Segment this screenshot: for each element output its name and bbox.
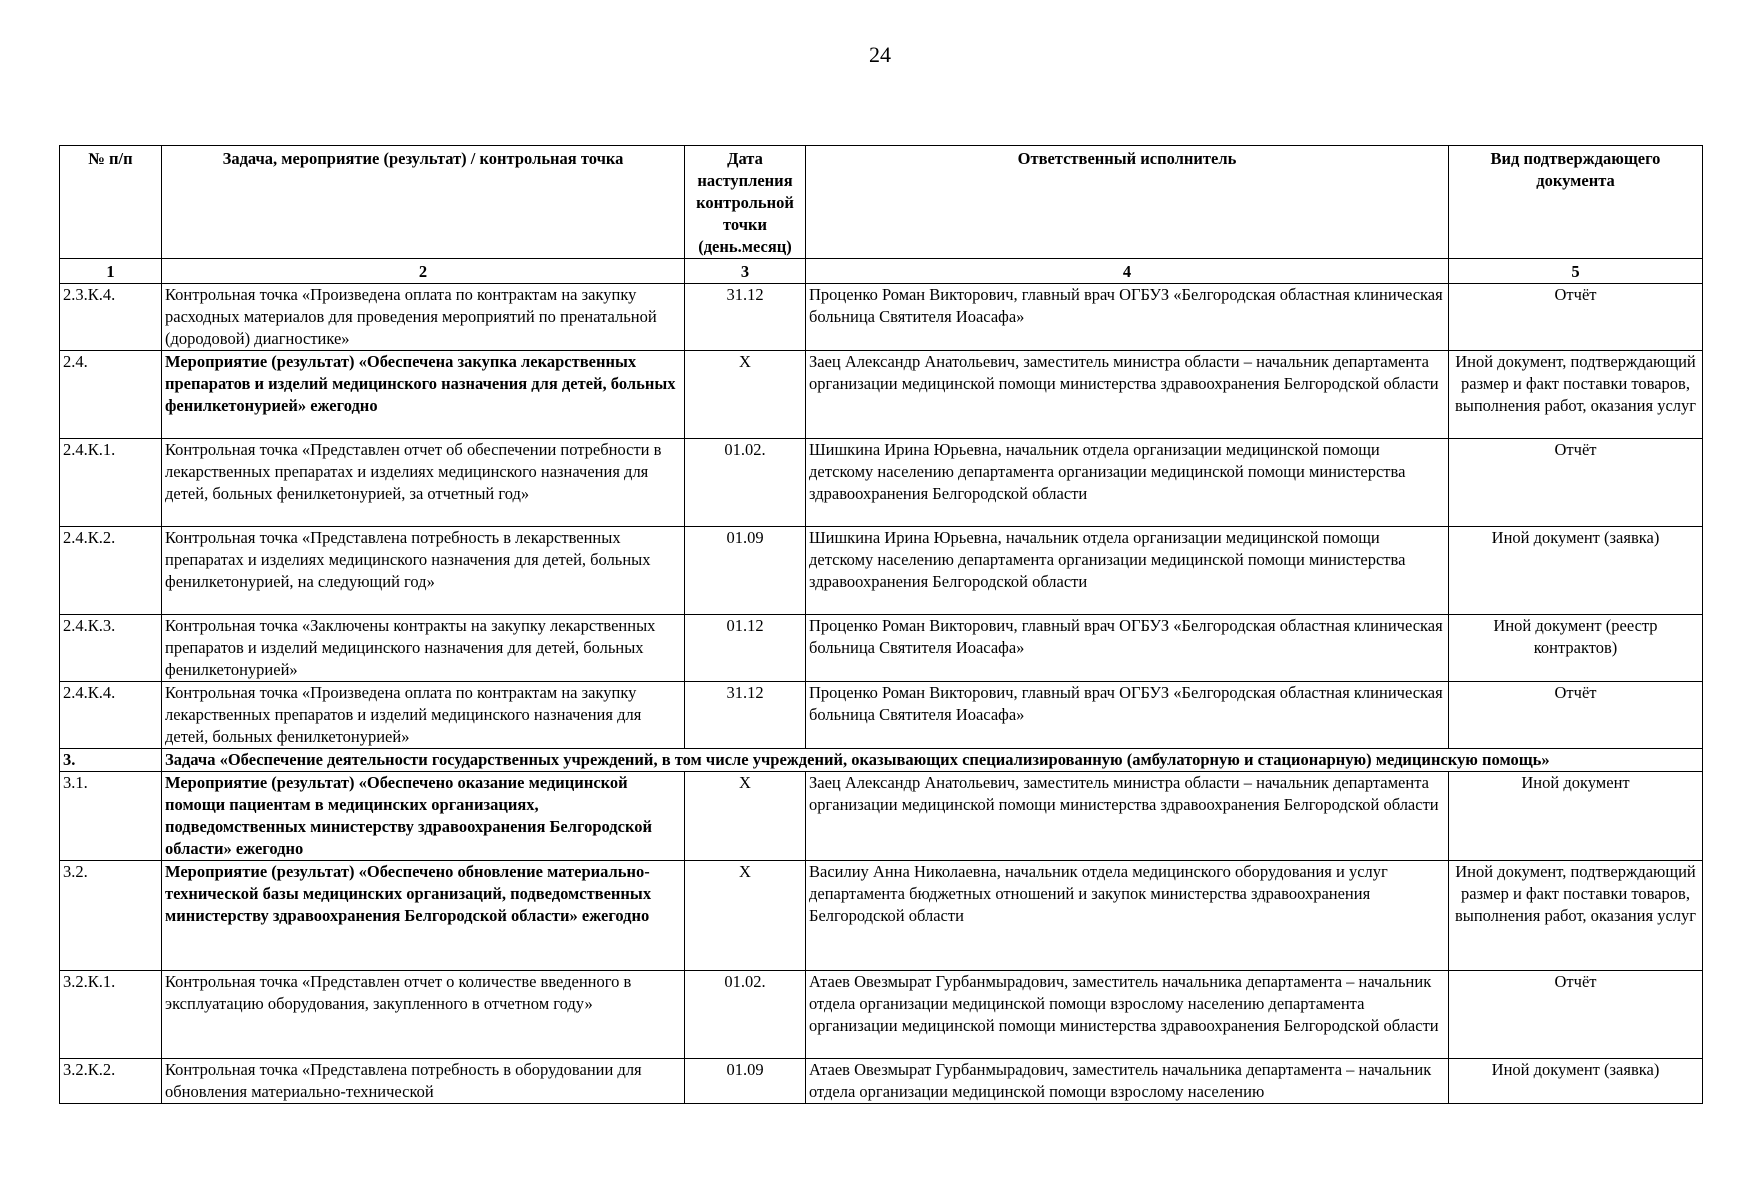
row-doc: Отчёт — [1449, 971, 1703, 1059]
header-executor: Ответственный исполнитель — [806, 146, 1449, 259]
row-executor: Шишкина Ирина Юрьевна, начальник отдела организации медицинской помощи детскому населению департамента организации медицинской помощи министерства здравоохранения Белгородской области — [806, 527, 1449, 615]
table-row — [60, 971, 1703, 1059]
column-number-row — [60, 259, 1703, 284]
row-date: 01.09 — [685, 527, 806, 615]
row-num: 2.4.К.2. — [60, 527, 162, 615]
row-date: 01.09 — [685, 1059, 806, 1104]
row-num: 3.2. — [60, 861, 162, 971]
row-num: 2.3.К.4. — [60, 284, 162, 351]
row-num: 3.1. — [60, 772, 162, 861]
row-date: 01.12 — [685, 615, 806, 682]
row-executor: Заец Александр Анатольевич, заместитель министра области – начальник департамента организации медицинской помощи министерства здравоохранения Белгородской области — [806, 772, 1449, 861]
row-num: 2.4.К.4. — [60, 682, 162, 749]
header-doc: Вид подтверждающего документа — [1449, 146, 1703, 259]
row-num: 2.4.К.1. — [60, 439, 162, 527]
row-executor: Атаев Овезмырат Гурбанмырадович, заместитель начальника департамента – начальник отдела организации медицинской помощи взрослому населению — [806, 1059, 1449, 1104]
row-doc: Иной документ (заявка) — [1449, 527, 1703, 615]
row-date: X — [685, 772, 806, 861]
table-row — [60, 527, 1703, 615]
table-row — [60, 682, 1703, 749]
row-task: Контрольная точка «Представлена потребность в лекарственных препаратах и изделиях медицинского назначения для детей, больных фенилкетонурией, на следующий год» — [162, 527, 685, 615]
task-row — [60, 749, 1703, 772]
row-task: Контрольная точка «Представлена потребность в оборудовании для обновления материально-технической — [162, 1059, 685, 1104]
row-date: X — [685, 861, 806, 971]
row-doc: Иной документ (реестр контрактов) — [1449, 615, 1703, 682]
row-num: 3.2.К.1. — [60, 971, 162, 1059]
row-executor: Проценко Роман Викторович, главный врач ОГБУЗ «Белгородская областная клиническая больница Святителя Иоасафа» — [806, 284, 1449, 351]
table-row — [60, 772, 1703, 861]
row-task: Контрольная точка «Представлен отчет об обеспечении потребности в лекарственных препаратах и изделиях медицинского назначения для детей, больных фенилкетонурией, за отчетный год» — [162, 439, 685, 527]
row-date: 01.02. — [685, 439, 806, 527]
column-number: 3 — [685, 259, 806, 284]
row-executor: Проценко Роман Викторович, главный врач ОГБУЗ «Белгородская областная клиническая больница Святителя Иоасафа» — [806, 682, 1449, 749]
page-number: 24 — [869, 42, 891, 67]
row-num: 2.4.К.3. — [60, 615, 162, 682]
row-executor: Атаев Овезмырат Гурбанмырадович, заместитель начальника департамента – начальник отдела организации медицинской помощи взрослому населению департамента организации медицинской помощи министерства здравоохранения Белгородской области — [806, 971, 1449, 1059]
row-doc: Отчёт — [1449, 284, 1703, 351]
plan-table — [59, 145, 1703, 1104]
header-task: Задача, мероприятие (результат) / контрольная точка — [162, 146, 685, 259]
task-text: Задача «Обеспечение деятельности государственных учреждений, в том числе учреждений, оказывающих специализированную (амбулаторную и стационарную) медицинскую помощь» — [162, 749, 1703, 772]
row-date: 31.12 — [685, 284, 806, 351]
row-executor: Василиу Анна Николаевна, начальник отдела медицинского оборудования и услуг департамента бюджетных отношений и закупок министерства здравоохранения Белгородской области — [806, 861, 1449, 971]
row-task: Контрольная точка «Представлен отчет о количестве введенного в эксплуатацию оборудования, закупленного в отчетном году» — [162, 971, 685, 1059]
row-task: Контрольная точка «Произведена оплата по контрактам на закупку лекарственных препаратов и изделий медицинского назначения для детей, больных фенилкетонурией» — [162, 682, 685, 749]
row-num: 2.4. — [60, 351, 162, 439]
row-doc: Отчёт — [1449, 439, 1703, 527]
row-executor: Заец Александр Анатольевич, заместитель министра области – начальник департамента организации медицинской помощи министерства здравоохранения Белгородской области — [806, 351, 1449, 439]
column-number: 1 — [60, 259, 162, 284]
row-doc: Иной документ, подтверждающий размер и факт поставки товаров, выполнения работ, оказания услуг — [1449, 861, 1703, 971]
row-date: X — [685, 351, 806, 439]
row-doc: Иной документ — [1449, 772, 1703, 861]
task-num: 3. — [60, 749, 162, 772]
table-row — [60, 1059, 1703, 1104]
row-doc: Отчёт — [1449, 682, 1703, 749]
row-task: Контрольная точка «Заключены контракты на закупку лекарственных препаратов и изделий медицинского назначения для детей, больных фенилкетонурией» — [162, 615, 685, 682]
row-doc: Иной документ, подтверждающий размер и факт поставки товаров, выполнения работ, оказания услуг — [1449, 351, 1703, 439]
row-task: Мероприятие (результат) «Обеспечена закупка лекарственных препаратов и изделий медицинского назначения для детей, больных фенилкетонурией» ежегодно — [162, 351, 685, 439]
table-row — [60, 351, 1703, 439]
row-executor: Проценко Роман Викторович, главный врач ОГБУЗ «Белгородская областная клиническая больница Святителя Иоасафа» — [806, 615, 1449, 682]
row-date: 31.12 — [685, 682, 806, 749]
table-row — [60, 439, 1703, 527]
table-row — [60, 861, 1703, 971]
row-task: Мероприятие (результат) «Обеспечено оказание медицинской помощи пациентам в медицинских организациях, подведомственных министерству здравоохранения Белгородской области» ежегодно — [162, 772, 685, 861]
column-number: 4 — [806, 259, 1449, 284]
header-num: № п/п — [60, 146, 162, 259]
row-doc: Иной документ (заявка) — [1449, 1059, 1703, 1104]
row-num: 3.2.К.2. — [60, 1059, 162, 1104]
row-task: Контрольная точка «Произведена оплата по контрактам на закупку расходных материалов для проведения мероприятий по пренатальной (дородовой) диагностике» — [162, 284, 685, 351]
table-row — [60, 615, 1703, 682]
table-row — [60, 284, 1703, 351]
header-row — [60, 146, 1703, 259]
column-number: 2 — [162, 259, 685, 284]
column-number: 5 — [1449, 259, 1703, 284]
header-date: Дата наступления контрольной точки (день.месяц) — [685, 146, 806, 259]
row-task: Мероприятие (результат) «Обеспечено обновление материально-технической базы медицинских организаций, подведомственных министерству здравоохранения Белгородской области» ежегодно — [162, 861, 685, 971]
row-executor: Шишкина Ирина Юрьевна, начальник отдела организации медицинской помощи детскому населению департамента организации медицинской помощи министерства здравоохранения Белгородской области — [806, 439, 1449, 527]
row-date: 01.02. — [685, 971, 806, 1059]
